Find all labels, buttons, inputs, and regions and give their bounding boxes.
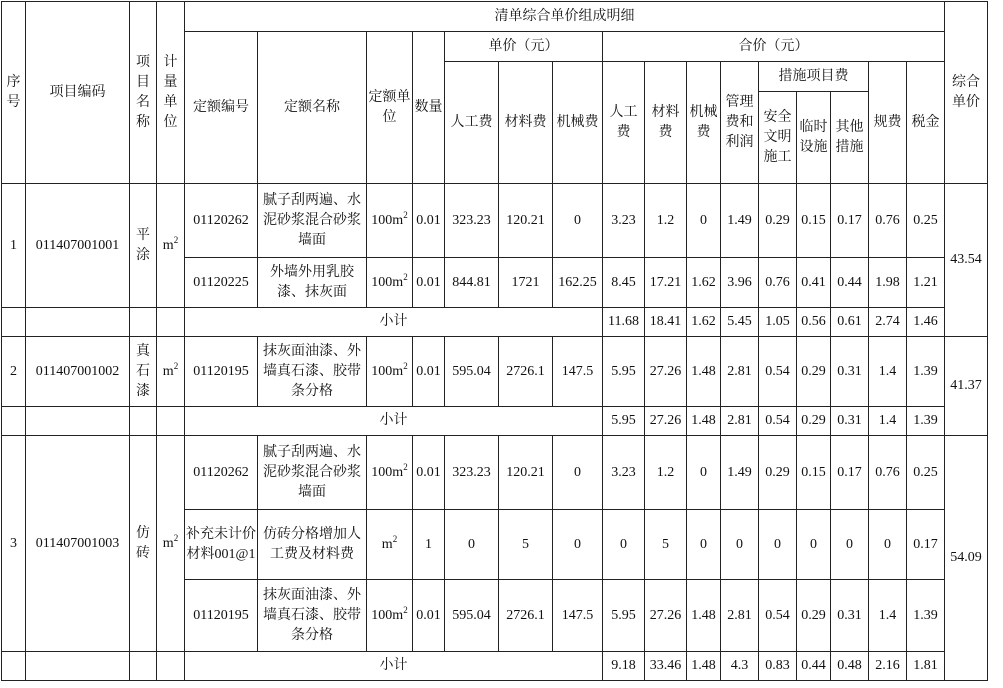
subtotal-tax-cell: 1.81 (907, 652, 945, 681)
header-seq: 序号 (2, 2, 26, 184)
total-temp-cell: 0.41 (797, 258, 831, 308)
subtotal-row (2, 308, 988, 337)
quota-name-cell: 仿砖分格增加人工费及材料费 (258, 510, 367, 580)
subtotal-blank-cell (130, 407, 157, 436)
header-measures: 措施项目费 (759, 62, 869, 92)
subtotal-temp-cell: 0.56 (797, 308, 831, 337)
quota-no-cell: 01120262 (185, 436, 258, 510)
quota-no-cell: 01120195 (185, 580, 258, 652)
unit-material-cell: 2726.1 (499, 337, 553, 407)
total-tax-cell: 0.25 (907, 436, 945, 510)
item-unit-cell: $m^2$ (157, 184, 185, 308)
subtotal-machine-cell: 1.62 (687, 308, 721, 337)
total-fee-cell: 0 (869, 510, 907, 580)
quota-name-cell: 腻子刮两遍、水泥砂浆混合砂浆墙面 (258, 436, 367, 510)
subtotal-fee-cell: 1.4 (869, 407, 907, 436)
total-machine-cell: 0 (687, 184, 721, 258)
unit-labor-cell: 0 (445, 510, 499, 580)
quota-no-cell: 01120262 (185, 184, 258, 258)
subtotal-label: 小计 (185, 652, 603, 681)
seq-cell: 2 (2, 337, 26, 407)
total-mgmt-cell: 2.81 (721, 337, 759, 407)
table-row (2, 184, 988, 258)
subtotal-blank-cell (157, 652, 185, 681)
subtotal-fee-cell: 2.74 (869, 308, 907, 337)
item-code-cell: 011407001003 (26, 436, 130, 652)
total-safety-cell: 0.76 (759, 258, 797, 308)
header-quota-unit: 定额单位 (367, 32, 413, 184)
total-mgmt-cell: 1.49 (721, 184, 759, 258)
total-fee-cell: 1.4 (869, 580, 907, 652)
subtotal-machine-cell: 1.48 (687, 407, 721, 436)
header-safety: 安全文明施工 (759, 92, 797, 184)
total-safety-cell: 0 (759, 510, 797, 580)
total-temp-cell: 0.15 (797, 436, 831, 510)
header-tax: 税金 (907, 62, 945, 184)
unit-material-cell: 120.21 (499, 436, 553, 510)
subtotal-machine-cell: 1.48 (687, 652, 721, 681)
quota-unit-cell: $100m^2$ (367, 580, 413, 652)
composite-price-cell: 43.54 (945, 184, 988, 337)
total-mgmt-cell: 3.96 (721, 258, 759, 308)
total-machine-cell: 1.48 (687, 337, 721, 407)
total-fee-cell: 1.4 (869, 337, 907, 407)
subtotal-mgmt-cell: 4.3 (721, 652, 759, 681)
subtotal-temp-cell: 0.29 (797, 407, 831, 436)
quota-name-cell: 腻子刮两遍、水泥砂浆混合砂浆墙面 (258, 184, 367, 258)
qty-cell: 0.01 (413, 337, 445, 407)
table-row (2, 436, 988, 510)
total-labor-cell: 8.45 (603, 258, 645, 308)
total-other-cell: 0.44 (831, 258, 869, 308)
total-safety-cell: 0.54 (759, 337, 797, 407)
unit-machine-cell: 147.5 (553, 580, 603, 652)
subtotal-mgmt-cell: 2.81 (721, 407, 759, 436)
header-total-machine: 机械费 (687, 62, 721, 184)
subtotal-blank-cell (130, 308, 157, 337)
header-total-labor: 人工费 (603, 62, 645, 184)
total-machine-cell: 0 (687, 436, 721, 510)
subtotal-blank-cell (2, 407, 26, 436)
header-temp: 临时设施 (797, 92, 831, 184)
total-fee-cell: 0.76 (869, 436, 907, 510)
unit-labor-cell: 595.04 (445, 337, 499, 407)
item-name-cell: 仿砖 (130, 436, 157, 652)
unit-machine-cell: 0 (553, 184, 603, 258)
total-other-cell: 0.17 (831, 436, 869, 510)
item-name-cell: 平涂 (130, 184, 157, 308)
total-labor-cell: 0 (603, 510, 645, 580)
total-machine-cell: 0 (687, 510, 721, 580)
total-tax-cell: 1.39 (907, 580, 945, 652)
total-temp-cell: 0 (797, 510, 831, 580)
qty-cell: 0.01 (413, 436, 445, 510)
subtotal-label: 小计 (185, 308, 603, 337)
header-qty: 数量 (413, 32, 445, 184)
subtotal-row (2, 407, 988, 436)
subtotal-blank-cell (26, 407, 130, 436)
quota-unit-cell: $m^2$ (367, 510, 413, 580)
total-mgmt-cell: 1.49 (721, 436, 759, 510)
quota-name-cell: 抹灰面油漆、外墙真石漆、胶带条分格 (258, 337, 367, 407)
total-labor-cell: 5.95 (603, 580, 645, 652)
total-labor-cell: 3.23 (603, 184, 645, 258)
item-unit-cell: $m^2$ (157, 436, 185, 652)
total-tax-cell: 0.17 (907, 510, 945, 580)
unit-labor-cell: 323.23 (445, 436, 499, 510)
quota-name-cell: 外墙外用乳胶漆、抹灰面 (258, 258, 367, 308)
subtotal-labor-cell: 9.18 (603, 652, 645, 681)
seq-cell: 1 (2, 184, 26, 308)
item-unit-cell: $m^2$ (157, 337, 185, 407)
item-name-cell: 真石漆 (130, 337, 157, 407)
total-tax-cell: 0.25 (907, 184, 945, 258)
subtotal-blank-cell (2, 652, 26, 681)
subtotal-material-cell: 18.41 (645, 308, 687, 337)
header-quota-no: 定额编号 (185, 32, 258, 184)
header-unit: 计量单位 (157, 2, 185, 184)
unit-labor-cell: 844.81 (445, 258, 499, 308)
header-composite: 综合单价 (945, 2, 988, 184)
subtotal-mgmt-cell: 5.45 (721, 308, 759, 337)
subtotal-blank-cell (130, 652, 157, 681)
subtotal-fee-cell: 2.16 (869, 652, 907, 681)
header-other: 其他措施 (831, 92, 869, 184)
unit-price-composition-table (1, 1, 988, 681)
quota-no-cell: 补充未计价材料001@1 (185, 510, 258, 580)
header-fee: 规费 (869, 62, 907, 184)
subtotal-blank-cell (26, 308, 130, 337)
total-labor-cell: 3.23 (603, 436, 645, 510)
qty-cell: 0.01 (413, 184, 445, 258)
header-top: 清单综合单价组成明细 (185, 2, 945, 32)
total-fee-cell: 1.98 (869, 258, 907, 308)
unit-labor-cell: 595.04 (445, 580, 499, 652)
total-other-cell: 0.31 (831, 337, 869, 407)
total-machine-cell: 1.48 (687, 580, 721, 652)
unit-machine-cell: 0 (553, 510, 603, 580)
subtotal-material-cell: 27.26 (645, 407, 687, 436)
total-other-cell: 0.31 (831, 580, 869, 652)
total-material-cell: 17.21 (645, 258, 687, 308)
total-fee-cell: 0.76 (869, 184, 907, 258)
total-temp-cell: 0.29 (797, 337, 831, 407)
total-material-cell: 5 (645, 510, 687, 580)
unit-machine-cell: 147.5 (553, 337, 603, 407)
header-quota-name: 定额名称 (258, 32, 367, 184)
table-row (2, 337, 988, 407)
quota-unit-cell: $100m^2$ (367, 337, 413, 407)
total-mgmt-cell: 0 (721, 510, 759, 580)
total-tax-cell: 1.39 (907, 337, 945, 407)
total-labor-cell: 5.95 (603, 337, 645, 407)
composite-price-cell: 41.37 (945, 337, 988, 436)
subtotal-blank-cell (26, 652, 130, 681)
subtotal-label: 小计 (185, 407, 603, 436)
subtotal-labor-cell: 11.68 (603, 308, 645, 337)
qty-cell: 1 (413, 510, 445, 580)
item-code-cell: 011407001002 (26, 337, 130, 407)
subtotal-safety-cell: 1.05 (759, 308, 797, 337)
quota-no-cell: 01120195 (185, 337, 258, 407)
total-temp-cell: 0.29 (797, 580, 831, 652)
header-material: 材料费 (499, 62, 553, 184)
total-tax-cell: 1.21 (907, 258, 945, 308)
seq-cell: 3 (2, 436, 26, 652)
total-safety-cell: 0.29 (759, 184, 797, 258)
subtotal-blank-cell (2, 308, 26, 337)
header-total-price: 合价（元） (603, 32, 945, 62)
header-item-name: 项目名称 (130, 2, 157, 184)
total-temp-cell: 0.15 (797, 184, 831, 258)
quota-unit-cell: $100m^2$ (367, 436, 413, 510)
total-safety-cell: 0.54 (759, 580, 797, 652)
header-unit-price: 单价（元） (445, 32, 603, 62)
qty-cell: 0.01 (413, 258, 445, 308)
table-body (2, 184, 988, 681)
total-other-cell: 0 (831, 510, 869, 580)
unit-machine-cell: 0 (553, 436, 603, 510)
subtotal-tax-cell: 1.39 (907, 407, 945, 436)
header-total-material: 材料费 (645, 62, 687, 184)
subtotal-blank-cell (157, 308, 185, 337)
total-mgmt-cell: 2.81 (721, 580, 759, 652)
unit-material-cell: 120.21 (499, 184, 553, 258)
subtotal-row (2, 652, 988, 681)
total-safety-cell: 0.29 (759, 436, 797, 510)
total-material-cell: 1.2 (645, 436, 687, 510)
total-machine-cell: 1.62 (687, 258, 721, 308)
total-material-cell: 1.2 (645, 184, 687, 258)
quota-name-cell: 抹灰面油漆、外墙真石漆、胶带条分格 (258, 580, 367, 652)
subtotal-other-cell: 0.61 (831, 308, 869, 337)
table-header (2, 2, 988, 184)
subtotal-material-cell: 33.46 (645, 652, 687, 681)
subtotal-other-cell: 0.48 (831, 652, 869, 681)
total-material-cell: 27.26 (645, 580, 687, 652)
unit-material-cell: 2726.1 (499, 580, 553, 652)
composite-price-cell: 54.09 (945, 436, 988, 681)
unit-material-cell: 5 (499, 510, 553, 580)
subtotal-safety-cell: 0.83 (759, 652, 797, 681)
total-other-cell: 0.17 (831, 184, 869, 258)
quota-unit-cell: $100m^2$ (367, 258, 413, 308)
unit-machine-cell: 162.25 (553, 258, 603, 308)
total-material-cell: 27.26 (645, 337, 687, 407)
quota-no-cell: 01120225 (185, 258, 258, 308)
subtotal-tax-cell: 1.46 (907, 308, 945, 337)
unit-labor-cell: 323.23 (445, 184, 499, 258)
header-labor: 人工费 (445, 62, 499, 184)
header-machine: 机械费 (553, 62, 603, 184)
qty-cell: 0.01 (413, 580, 445, 652)
unit-material-cell: 1721 (499, 258, 553, 308)
subtotal-temp-cell: 0.44 (797, 652, 831, 681)
quota-unit-cell: $100m^2$ (367, 184, 413, 258)
subtotal-other-cell: 0.31 (831, 407, 869, 436)
item-code-cell: 011407001001 (26, 184, 130, 308)
subtotal-blank-cell (157, 407, 185, 436)
header-code: 项目编码 (26, 2, 130, 184)
header-mgmt: 管理费和利润 (721, 62, 759, 184)
subtotal-labor-cell: 5.95 (603, 407, 645, 436)
subtotal-safety-cell: 0.54 (759, 407, 797, 436)
